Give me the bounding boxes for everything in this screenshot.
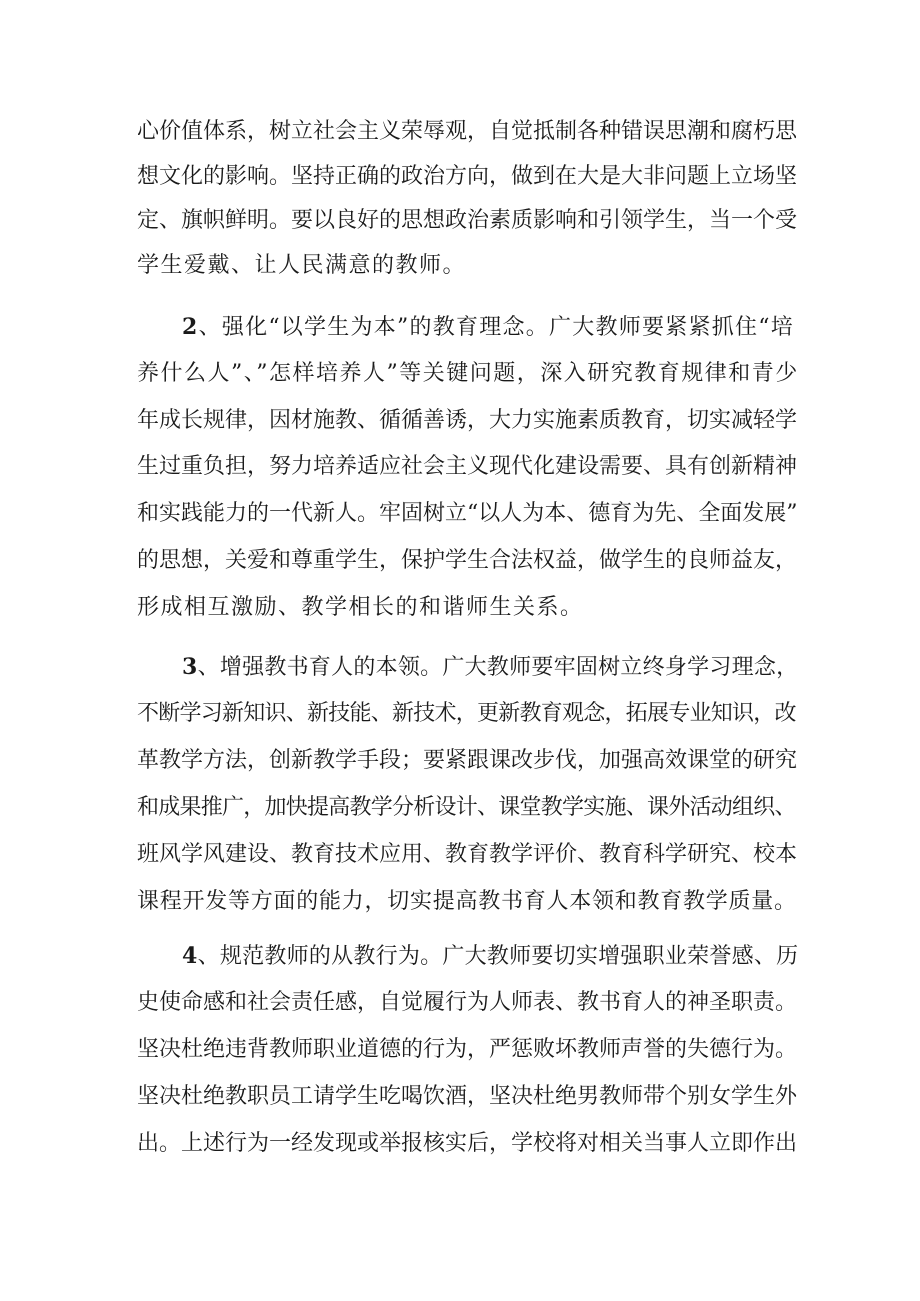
section-2-line: 和实践能力的一代新人。牢固树立“以人为本、德育为先、全面发展” xyxy=(137,501,798,526)
section-number: 3 xyxy=(182,654,198,680)
section-first-line: 、规范教师的从教行为。广大教师要切实增强职业荣誉感、历 xyxy=(197,944,799,969)
intro-line: 定、旗帜鲜明。要以良好的思想政治素质影响和引领学生，当一个受 xyxy=(137,208,798,233)
section-3-line: 不断学习新知识、新技能、新技术，更新教育观念，拓展专业知识，改 xyxy=(137,701,796,726)
section-2-line: 生过重负担，努力培养适应社会主义现代化建设需要、具有创新精神 xyxy=(137,454,798,479)
section-3-line: 课程开发等方面的能力，切实提高教书育人本领和教育教学质量。 xyxy=(137,889,797,914)
section-number: 2 xyxy=(182,314,199,340)
section-number: 4 xyxy=(182,943,198,969)
section-2-line: 形成相互激励、教学相长的和谐师生关系。 xyxy=(137,595,584,620)
intro-line: 想文化的影响。坚持正确的政治方向，做到在大是大非问题上立场坚 xyxy=(137,164,798,189)
section-3-line: 班风学风建设、教育技术应用、教育教学评价、教育科学研究、校本 xyxy=(137,842,798,867)
intro-line: 学生爱戴、让人民满意的教师。 xyxy=(137,253,467,278)
section-4-line: 出。上述行为一经发现或举报核实后，学校将对相关当事人立即作出 xyxy=(137,1131,798,1156)
section-2-heading-line xyxy=(182,307,794,347)
section-first-line: 、强化“以学生为本”的教育理念。广大教师要紧紧抓住“培 xyxy=(198,315,795,340)
section-3-line: 革教学方法，创新教学手段；要紧跟课改步伐，加强高效课堂的研究 xyxy=(137,748,798,773)
section-3-heading-line xyxy=(182,647,798,687)
section-4-line: 坚决杜绝教职员工请学生吃喝饮酒，坚决杜绝男教师带个别女学生外 xyxy=(137,1084,798,1109)
section-2-line: 的思想，关爱和尊重学生，保护学生合法权益，做学生的良师益友， xyxy=(137,548,798,573)
section-first-line: 、增强教书育人的本领。广大教师要牢固树立终身学习理念， xyxy=(197,655,799,680)
intro-line: 心价值体系，树立社会主义荣辱观，自觉抵制各种错误思潮和腐朽思 xyxy=(137,119,798,144)
section-4-heading-line xyxy=(182,936,798,976)
section-2-line: 养什么人”、”怎样培养人”等关键问题，深入研究教育规律和青少 xyxy=(137,361,799,386)
section-2-line: 年成长规律，因材施教、循循善诱，大力实施素质教育，切实减轻学 xyxy=(137,408,798,433)
section-4-line: 史使命感和社会责任感，自觉履行为人师表、教书育人的神圣职责。 xyxy=(137,990,798,1015)
section-4-line: 坚决杜绝违背教师职业道德的行为，严惩败坏教师声誉的失德行为。 xyxy=(137,1037,798,1062)
section-3-line: 和成果推广，加快提高教学分析设计、课堂教学实施、课外活动组织、 xyxy=(137,795,796,820)
